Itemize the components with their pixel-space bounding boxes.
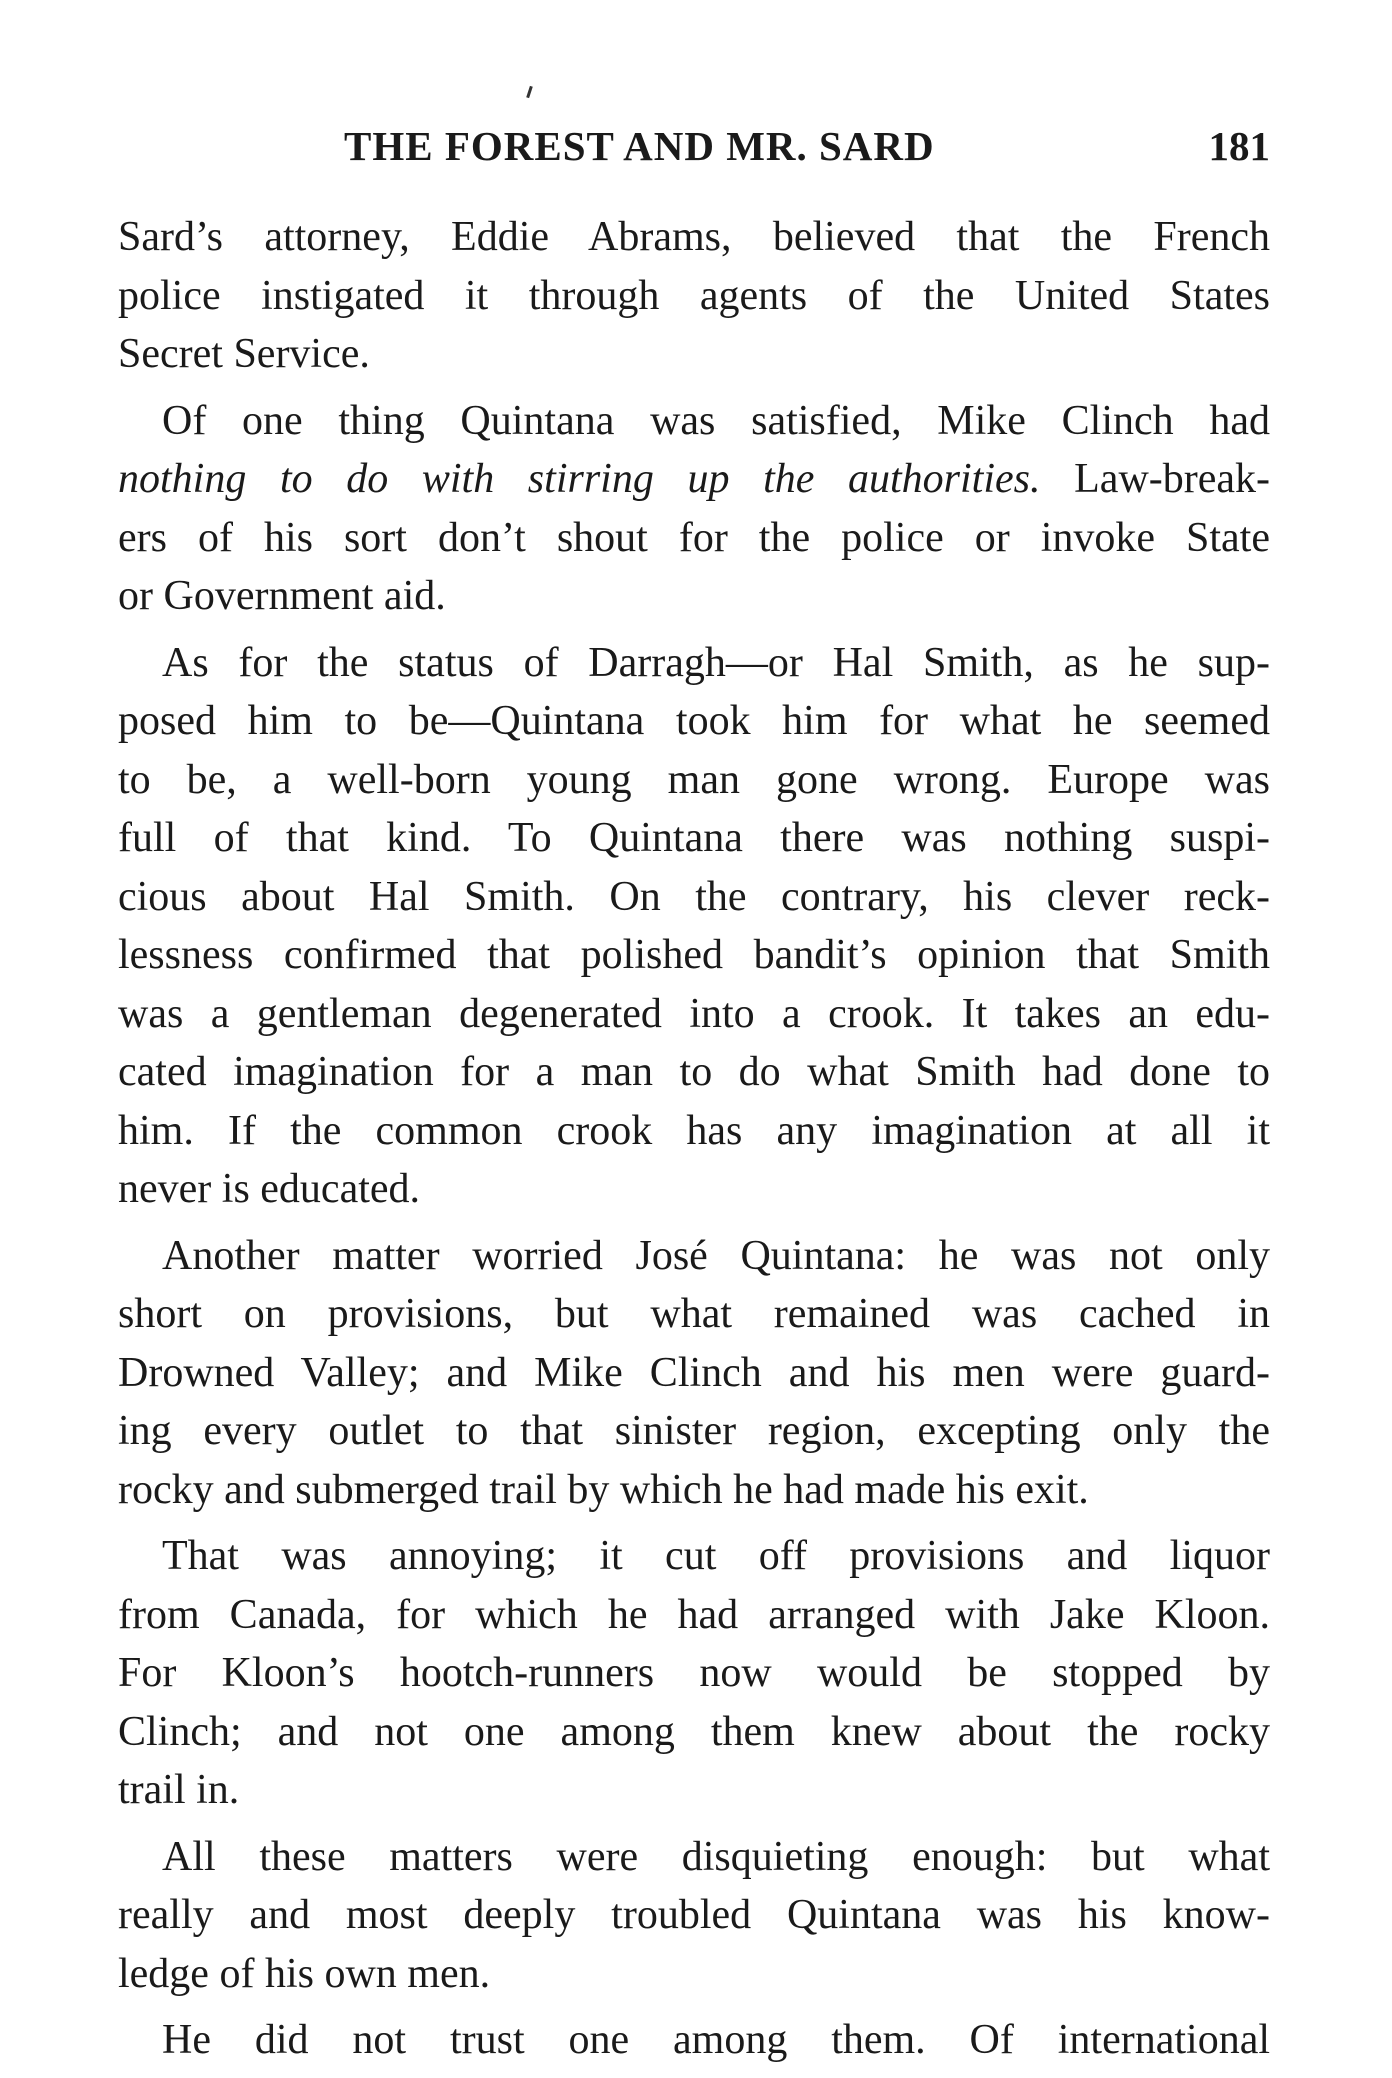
text-line: ers of his sort don’t shout for the police or invoke State bbox=[118, 514, 1270, 561]
text-line: posed him to be—Quintana took him for what he seemed bbox=[118, 698, 1270, 744]
text-line: police instigated it through agents of the United States bbox=[118, 272, 1270, 319]
text-line: Of one thing Quintana was satisfied, Mike Clinch had bbox=[162, 397, 1270, 444]
text-line: trail in. bbox=[118, 1767, 240, 1813]
text-line: rocky and submerged trail by which he had made his exit. bbox=[118, 1466, 1089, 1513]
text-line: ing every outlet to that sinister region, excepting only the bbox=[118, 1408, 1270, 1454]
text-line: from Canada, for which he had arranged with Jake Kloon. bbox=[118, 1591, 1270, 1638]
text-line: never is educated. bbox=[118, 1166, 421, 1212]
paragraph bbox=[118, 1828, 1270, 2004]
paragraph bbox=[118, 634, 1270, 1219]
text-line: As for the status of Darragh—or Hal Smith, as he sup- bbox=[162, 639, 1270, 686]
text-line: For Kloon’s hootch-runners now would be stopped by bbox=[118, 1650, 1270, 1696]
paragraph bbox=[118, 1527, 1270, 1820]
text-line: Drowned Valley; and Mike Clinch and his men were guard- bbox=[118, 1349, 1270, 1396]
print-mark bbox=[526, 86, 533, 98]
running-title: THE FOREST AND MR. SARD bbox=[344, 123, 935, 169]
text-line: short on provisions, but what remained was cached in bbox=[118, 1291, 1270, 1337]
body-text bbox=[118, 208, 1270, 2078]
text-line: lessness confirmed that polished bandit’s opinion that Smith bbox=[118, 932, 1270, 978]
text-line: or Government aid. bbox=[118, 573, 446, 619]
text-line: That was annoying; it cut off provisions and liquor bbox=[162, 1533, 1270, 1579]
text-line: him. If the common crook has any imagination at all it bbox=[118, 1107, 1270, 1154]
text-line: really and most deeply troubled Quintana was his know- bbox=[118, 1892, 1270, 1938]
text-line: was a gentleman degenerated into a crook. It takes an edu- bbox=[118, 990, 1270, 1037]
text-line: Clinch; and not one among them knew about the rocky bbox=[118, 1708, 1270, 1755]
page-number: 181 bbox=[1208, 123, 1270, 169]
text-line bbox=[118, 450, 1270, 509]
paragraph bbox=[118, 2011, 1270, 2070]
text-fragment: Law-break- bbox=[1074, 456, 1271, 502]
text-line: full of that kind. To Quintana there was nothing suspi- bbox=[118, 815, 1270, 861]
text-line: ledge of his own men. bbox=[118, 1950, 491, 1997]
text-line: Secret Service. bbox=[118, 331, 370, 377]
text-line: cated imagination for a man to do what Smith had done to bbox=[118, 1049, 1270, 1095]
paragraph bbox=[118, 208, 1270, 384]
page-header bbox=[118, 122, 1270, 182]
text-line: Another matter worried José Quintana: he was not only bbox=[162, 1232, 1270, 1279]
text-line: Sard’s attorney, Eddie Abrams, believed that the French bbox=[118, 214, 1270, 260]
text-line: cious about Hal Smith. On the contrary, his clever reck- bbox=[118, 873, 1270, 920]
paragraph bbox=[118, 1227, 1270, 1520]
text-line: All these matters were disquieting enough: but what bbox=[162, 1833, 1270, 1880]
paragraph bbox=[118, 392, 1270, 626]
italic-text: nothing to do with stirring up the authorities. bbox=[118, 456, 1041, 502]
text-line: He did not trust one among them. Of international bbox=[162, 2017, 1270, 2063]
text-line: to be, a well-born young man gone wrong. Europe was bbox=[118, 756, 1270, 803]
